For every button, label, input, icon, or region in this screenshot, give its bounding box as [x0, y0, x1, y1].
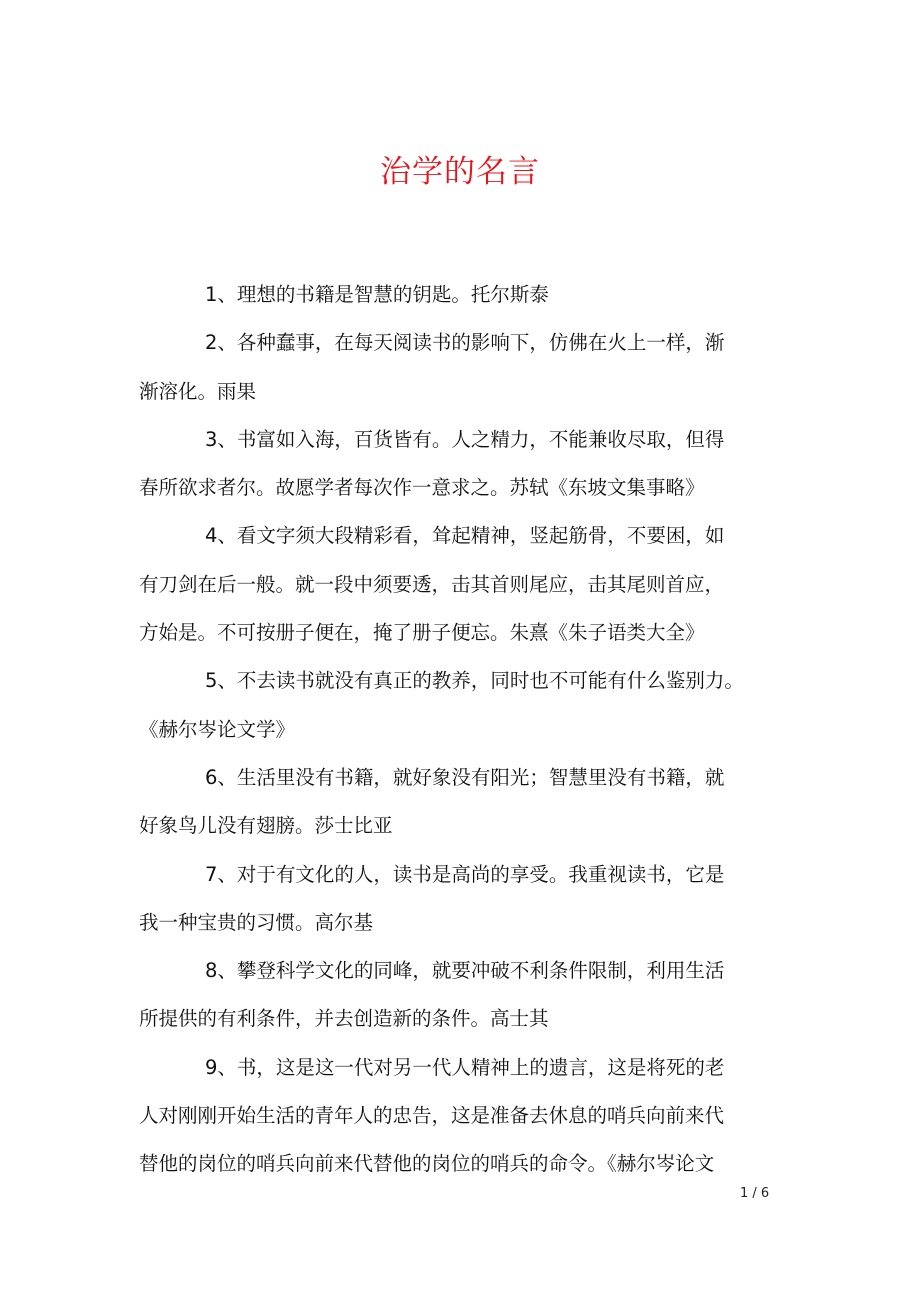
- quote-line: 5、不去读书就没有真正的教养，同时也不可能有什么鉴别力。: [205, 669, 744, 693]
- quote-line: 人对刚刚开始生活的青年人的忠告，这是准备去休息的哨兵向前来代: [139, 1104, 725, 1128]
- quote-paragraph: [139, 1044, 819, 1189]
- quote-paragraph: [139, 754, 819, 851]
- quote-paragraph: [139, 947, 819, 1044]
- quote-paragraph: [139, 851, 819, 948]
- quote-line: 6、生活里没有书籍，就好象没有阳光；智慧里没有书籍，就: [205, 765, 725, 789]
- quote-line: 方始是。不可按册子便在，掩了册子便忘。朱熹《朱子语类大全》: [139, 621, 705, 645]
- quote-line: 所提供的有利条件，并去创造新的条件。高士其: [139, 1007, 549, 1031]
- quote-line: 好象鸟儿没有翅膀。莎士比亚: [139, 814, 393, 838]
- quote-line: 渐溶化。雨果: [139, 379, 257, 403]
- quote-line: 有刀剑在后一般。就一段中须要透，击其首则尾应，击其尾则首应，: [139, 572, 725, 596]
- quote-paragraph: [139, 512, 819, 657]
- quote-line: 替他的岗位的哨兵向前来代替他的岗位的哨兵的命令。《赫尔岑论文: [139, 1152, 715, 1176]
- quote-line: 4、看文字须大段精彩看，耸起精神，竖起筋骨，不要困，如: [205, 524, 725, 548]
- document-body: [139, 271, 819, 1189]
- quote-line: 2、各种蠢事，在每天阅读书的影响下，仿佛在火上一样，渐: [205, 331, 725, 355]
- quote-paragraph: [139, 319, 819, 416]
- quote-paragraph: [139, 271, 819, 319]
- quote-line: 我一种宝贵的习惯。高尔基: [139, 910, 374, 934]
- quote-line: 1、理想的书籍是智慧的钥匙。托尔斯泰: [205, 283, 549, 306]
- page-number: 1 / 6: [740, 1186, 770, 1201]
- quote-line: 春所欲求者尔。故愿学者每次作一意求之。苏轼《东坡文集事略》: [139, 476, 705, 500]
- quote-line: 9、书，这是这一代对另一代人精神上的遗言，这是将死的老: [205, 1055, 725, 1079]
- quote-line: 8、攀登科学文化的同峰，就要冲破不利条件限制，利用生活: [205, 959, 725, 983]
- document-title: 治学的名言: [380, 154, 540, 190]
- quote-line: 7、对于有文化的人，读书是高尚的享受。我重视读书，它是: [205, 862, 725, 886]
- quote-line: 《赫尔岑论文学》: [139, 717, 296, 741]
- quote-paragraph: [139, 657, 819, 754]
- quote-paragraph: [139, 416, 819, 513]
- quote-line: 3、书富如入海，百货皆有。人之精力，不能兼收尽取，但得: [205, 427, 725, 451]
